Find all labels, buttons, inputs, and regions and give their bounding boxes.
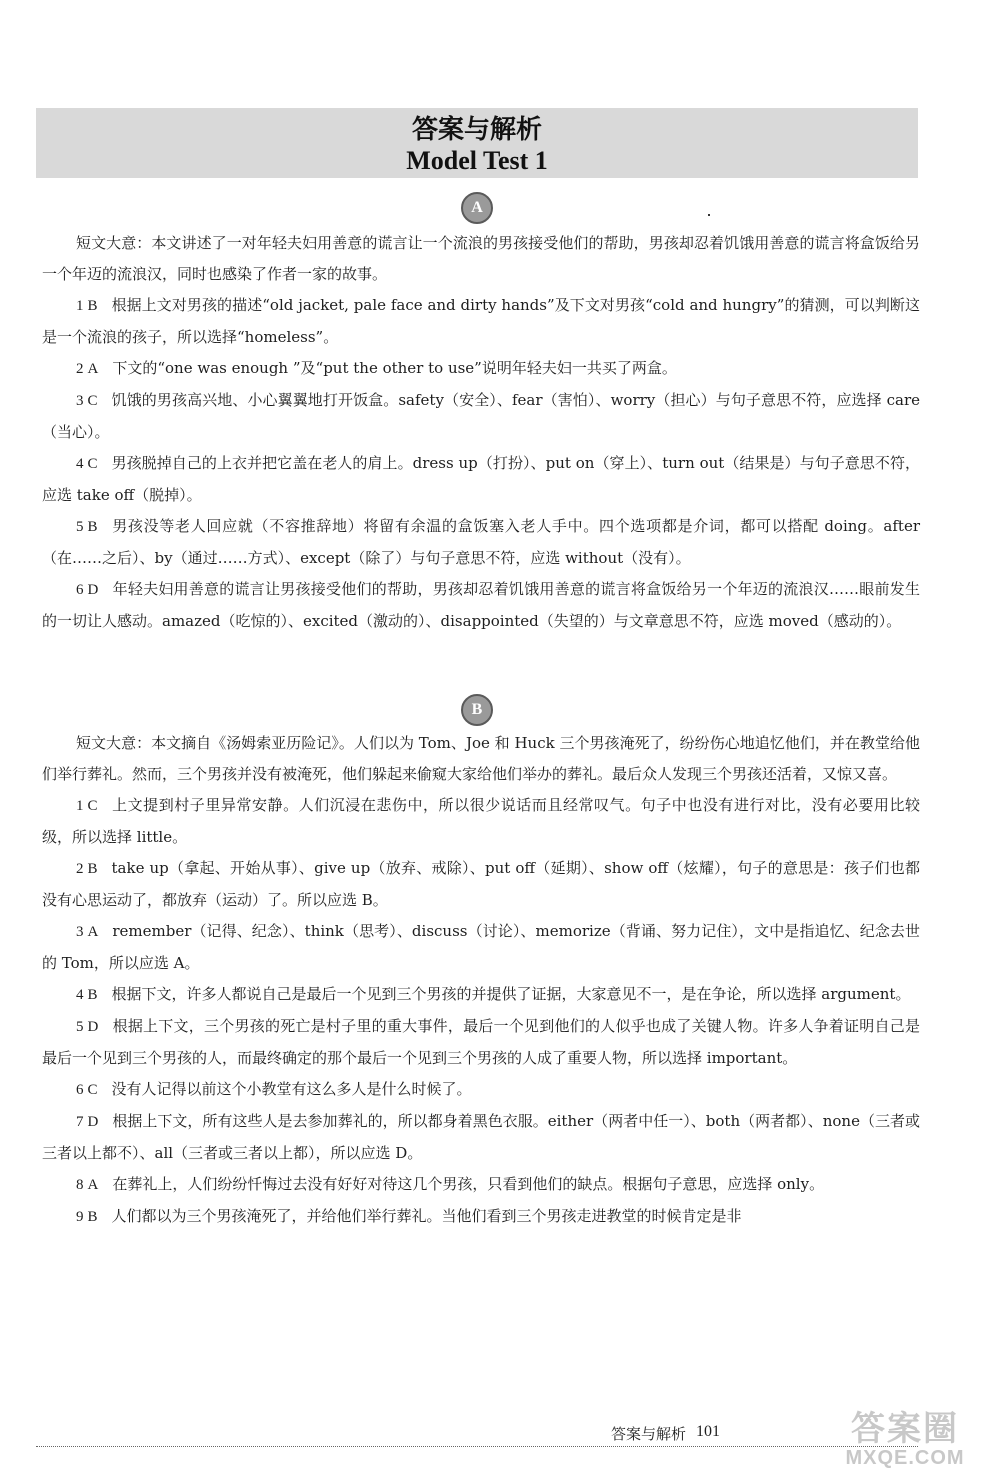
answer-explanation: 男孩没等老人回应就（不容推辞地）将留有余温的盒饭塞入老人手中。四个选项都是介词，都可以搭配 doing。after（在……之后）、by（通过……方式）、except（除了）与句子意思不符，应选 without（没有）。 (42, 517, 920, 567)
answer-explanation: 没有人记得以前这个小教堂有这么多人是什么时候了。 (111, 1080, 472, 1098)
answer-option: B (87, 987, 98, 1003)
page-title-cn: 答案与解析 (411, 115, 542, 145)
answer-explanation: 根据上下文，三个男孩的死亡是村子里的重大事件，最后一个见到他们的人似乎也成了关键人物。许多人争着证明自己是最后一个见到三个男孩的人，而最终确定的那个最后一个见到三个男孩的人成了重要人物，所以选择 important。 (42, 1017, 920, 1067)
answer-item (42, 1201, 920, 1233)
answer-item (42, 511, 920, 574)
section-b-badge: B (461, 694, 493, 726)
answer-item (42, 353, 920, 385)
answer-number: 6 (76, 1082, 84, 1098)
answer-item (42, 916, 920, 979)
answer-option: C (87, 456, 98, 472)
page-number: 101 (696, 1423, 720, 1440)
answer-number: 3 (76, 924, 84, 940)
answer-option: C (87, 798, 98, 814)
answer-item (42, 1106, 920, 1169)
answer-item (42, 979, 920, 1011)
answer-explanation: 男孩脱掉自己的上衣并把它盖在老人的肩上。dress up（打扮）、put on（穿上）、turn out（结果是）与句子意思不符，应选 take off（脱掉）。 (42, 454, 920, 504)
answer-explanation: 上文提到村子里异常安静。人们沉浸在悲伤中，所以很少说话而且经常叹气。句子中也没有进行对比，没有必要用比较级，所以选择 little。 (42, 796, 920, 846)
answer-option: B (87, 519, 98, 535)
passage-summary (42, 728, 920, 790)
answer-explanation: take up（拿起、开始从事）、give up（放弃、戒除）、put off（延期）、show off（炫耀），句子的意思是：孩子们也都没有心思运动了，都放弃（运动）了。所以应选 B。 (42, 859, 920, 909)
summary-text: 短文大意：本文讲述了一对年轻夫妇用善意的谎言让一个流浪的男孩接受他们的帮助，男孩却忍着饥饿用善意的谎言将盒饭给另一个年迈的流浪汉，同时也感染了作者一家的故事。 (42, 234, 920, 283)
answer-item (42, 574, 920, 637)
answer-item (42, 790, 920, 853)
answer-number: 1 (76, 298, 84, 314)
answer-number: 5 (76, 1019, 84, 1035)
answer-number: 7 (76, 1114, 84, 1130)
answer-option: A (87, 924, 99, 940)
answer-explanation: 根据上下文，所有这些人是去参加葬礼的，所以都身着黑色衣服。either（两者中任一）、both（两者都）、none（三者或三者以上都不）、all（三者或三者以上都），所以应选 D。 (42, 1112, 920, 1162)
answer-number: 8 (76, 1177, 84, 1193)
answer-number: 2 (76, 361, 84, 377)
answer-number: 5 (76, 519, 84, 535)
answer-number: 2 (76, 861, 84, 877)
answer-item (42, 1074, 920, 1106)
answer-item (42, 1169, 920, 1201)
answer-explanation: 根据下文，许多人都说自己是最后一个见到三个男孩的并提供了证据，大家意见不一，是在争论，所以选择 argument。 (111, 985, 911, 1003)
answer-explanation: 在葬礼上，人们纷纷忏悔过去没有好好对待这几个男孩，只看到他们的缺点。根据句子意思，应选择 only。 (112, 1175, 825, 1193)
answer-option: B (87, 1209, 98, 1225)
answer-number: 4 (76, 987, 84, 1003)
watermark-cn: 答案圈 (851, 1410, 959, 1448)
section-a-answers (42, 228, 920, 637)
answer-item (42, 290, 920, 353)
watermark-logo (820, 1410, 990, 1470)
answer-explanation: 年轻夫妇用善意的谎言让男孩接受他们的帮助，男孩却忍着饥饿用善意的谎言将盒饭给另一个年迈的流浪汉……眼前发生的一切让人感动。amazed（吃惊的）、excited（激动的）、disappointed（失望的）与文章意思不符，应选 moved（感动的）。 (42, 580, 920, 630)
header-band (36, 108, 918, 178)
answer-explanation: 根据上文对男孩的描述“old jacket, pale face and dirty hands”及下文对男孩“cold and hungry”的猜测，可以判断这是一个流浪的孩子，所以选择“homeless”。 (42, 296, 920, 346)
answer-option: D (87, 1019, 99, 1035)
answer-number: 4 (76, 456, 84, 472)
answer-option: D (87, 1114, 99, 1130)
answer-option: A (87, 361, 99, 377)
footer-label: 答案与解析 (610, 1425, 686, 1443)
passage-summary (42, 228, 920, 290)
answer-number: 3 (76, 393, 84, 409)
answer-option: B (87, 861, 98, 877)
answer-item (42, 853, 920, 916)
answer-explanation: 人们都以为三个男孩淹死了，并给他们举行葬礼。当他们看到三个男孩走进教堂的时候肯定是非 (111, 1207, 742, 1225)
answer-explanation: 饥饿的男孩高兴地、小心翼翼地打开饭盒。safety（安全）、fear（害怕）、worry（担心）与句子意思不符，应选择 care（当心）。 (42, 391, 920, 441)
answer-option: D (87, 582, 99, 598)
page-title-en: Model Test 1 (406, 146, 548, 175)
answer-option: B (87, 298, 98, 314)
section-a-badge: A (461, 192, 493, 224)
answer-explanation: 下文的“one was enough ”及“put the other to use”说明年轻夫妇一共买了两盒。 (112, 359, 677, 377)
summary-text: 短文大意：本文摘自《汤姆索亚历险记》。人们以为 Tom、Joe 和 Huck 三个男孩淹死了，纷纷伤心地追忆他们，并在教堂给他们举行葬礼。然而，三个男孩并没有被淹死，他们躲起来偷窥大家给他们举办的葬礼。最后众人发现三个男孩还活着，又惊又喜。 (42, 734, 920, 783)
section-b-answers (42, 728, 920, 1233)
answer-number: 9 (76, 1209, 84, 1225)
answer-number: 6 (76, 582, 84, 598)
answer-explanation: remember（记得、纪念）、think（思考）、discuss（讨论）、memorize（背诵、努力记住），文中是指追忆、纪念去世的 Tom，所以应选 A。 (42, 922, 920, 972)
answer-item (42, 448, 920, 511)
answer-number: 1 (76, 798, 84, 814)
watermark-en: MXQE.COM (845, 1447, 965, 1469)
print-speck (708, 214, 710, 216)
answer-option: C (87, 1082, 98, 1098)
answer-item (42, 1011, 920, 1074)
answer-item (42, 385, 920, 448)
answer-option: C (87, 393, 98, 409)
answer-option: A (87, 1177, 99, 1193)
footer-dotted-rule (36, 1446, 918, 1447)
page-footer (36, 1423, 918, 1447)
